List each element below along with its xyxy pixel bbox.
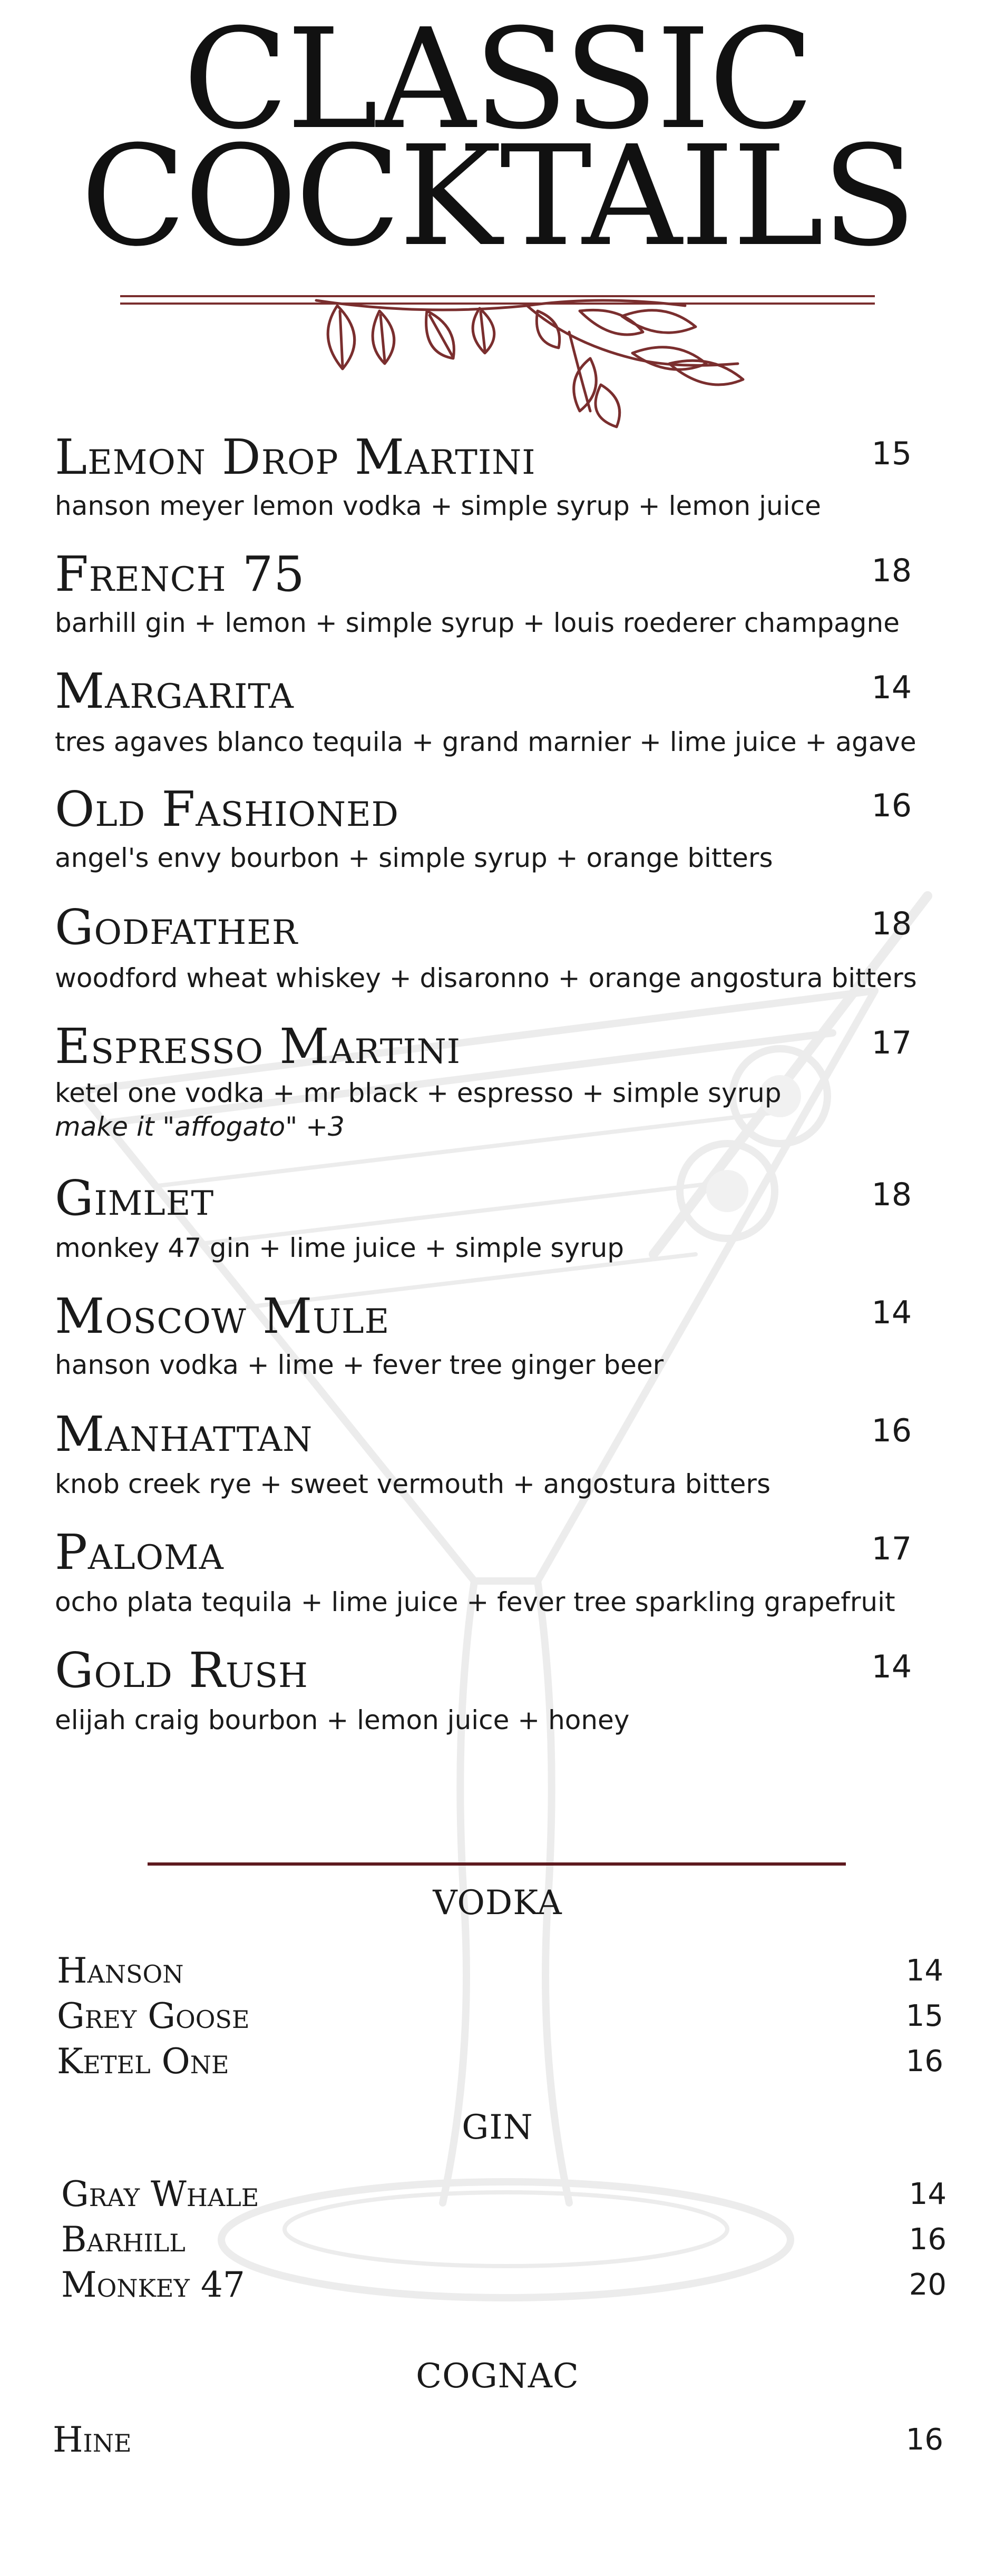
cocktail-description: angel's envy bourbon + simple syrup + orange bitters xyxy=(55,843,773,873)
cocktail-name: Paloma xyxy=(55,1524,224,1580)
section-title-vodka: VODKA xyxy=(433,1884,562,1923)
cocktail-name: Gold Rush xyxy=(55,1642,308,1699)
spirit-price: 14 xyxy=(909,2177,947,2211)
cocktail-price: 15 xyxy=(871,435,912,472)
cocktail-description: tres agaves blanco tequila + grand marnier + lime juice + agave xyxy=(55,727,916,757)
cocktail-price: 18 xyxy=(871,552,912,589)
cocktail-name: Old Fashioned xyxy=(55,781,399,837)
spirit-price: 16 xyxy=(909,2222,947,2257)
spirits-divider xyxy=(148,1862,846,1866)
leaf-branch-icon xyxy=(306,295,754,432)
cocktail-description: elijah craig bourbon + lemon juice + honey xyxy=(55,1705,630,1735)
spirit-name: Grey Goose xyxy=(57,1996,250,2036)
section-title-cognac: COGNAC xyxy=(416,2357,579,2396)
cocktail-price: 14 xyxy=(871,669,912,706)
cocktail-name: Moscow Mule xyxy=(55,1288,390,1344)
menu-title-line-2: COCKTAILS xyxy=(80,116,915,277)
cocktail-name: Gimlet xyxy=(55,1170,214,1226)
cocktail-name: Lemon Drop Martini xyxy=(55,429,536,485)
cocktail-name: French 75 xyxy=(55,546,305,602)
spirit-price: 16 xyxy=(905,2423,943,2457)
cocktail-price: 16 xyxy=(871,787,912,824)
cocktail-name: Godfather xyxy=(55,899,298,955)
cocktail-name: Espresso Martini xyxy=(55,1018,461,1075)
spirit-name: Hine xyxy=(53,2419,132,2460)
spirit-price: 16 xyxy=(905,2044,943,2079)
spirit-price: 14 xyxy=(905,1954,943,1988)
menu-title-line-1: CLASSIC xyxy=(183,0,812,160)
cocktail-price: 18 xyxy=(871,905,912,942)
cocktail-price: 14 xyxy=(871,1648,912,1685)
cocktail-description: ketel one vodka + mr black + espresso + simple syrup xyxy=(55,1078,782,1108)
cocktail-price: 14 xyxy=(871,1294,912,1331)
cocktail-description: barhill gin + lemon + simple syrup + louis roederer champagne xyxy=(55,608,900,638)
menu-title xyxy=(0,0,995,277)
spirit-price: 20 xyxy=(909,2268,947,2302)
spirit-name: Monkey 47 xyxy=(61,2265,245,2305)
spirit-name: Hanson xyxy=(57,1950,184,1991)
cocktail-description: monkey 47 gin + lime juice + simple syrup xyxy=(55,1233,625,1263)
cocktail-price: 16 xyxy=(871,1412,912,1449)
cocktail-price: 17 xyxy=(871,1024,912,1061)
section-title-gin: GIN xyxy=(462,2108,533,2147)
spirit-name: Gray Whale xyxy=(61,2174,259,2214)
cocktail-note: make it "affogato" +3 xyxy=(55,1111,345,1142)
cocktail-description: knob creek rye + sweet vermouth + angostura bitters xyxy=(55,1469,771,1499)
spirit-name: Barhill xyxy=(61,2219,186,2260)
cocktail-description: woodford wheat whiskey + disaronno + orange angostura bitters xyxy=(55,963,917,993)
cocktail-description: ocho plata tequila + lime juice + fever tree sparkling grapefruit xyxy=(55,1587,895,1617)
spirit-name: Ketel One xyxy=(57,2041,229,2082)
spirit-price: 15 xyxy=(905,1999,943,2033)
cocktail-name: Margarita xyxy=(55,663,294,719)
cocktail-name: Manhattan xyxy=(55,1406,313,1462)
cocktail-description: hanson meyer lemon vodka + simple syrup + lemon juice xyxy=(55,491,821,521)
cocktail-price: 17 xyxy=(871,1530,912,1567)
cocktail-description: hanson vodka + lime + fever tree ginger beer xyxy=(55,1350,664,1380)
cocktail-price: 18 xyxy=(871,1176,912,1213)
